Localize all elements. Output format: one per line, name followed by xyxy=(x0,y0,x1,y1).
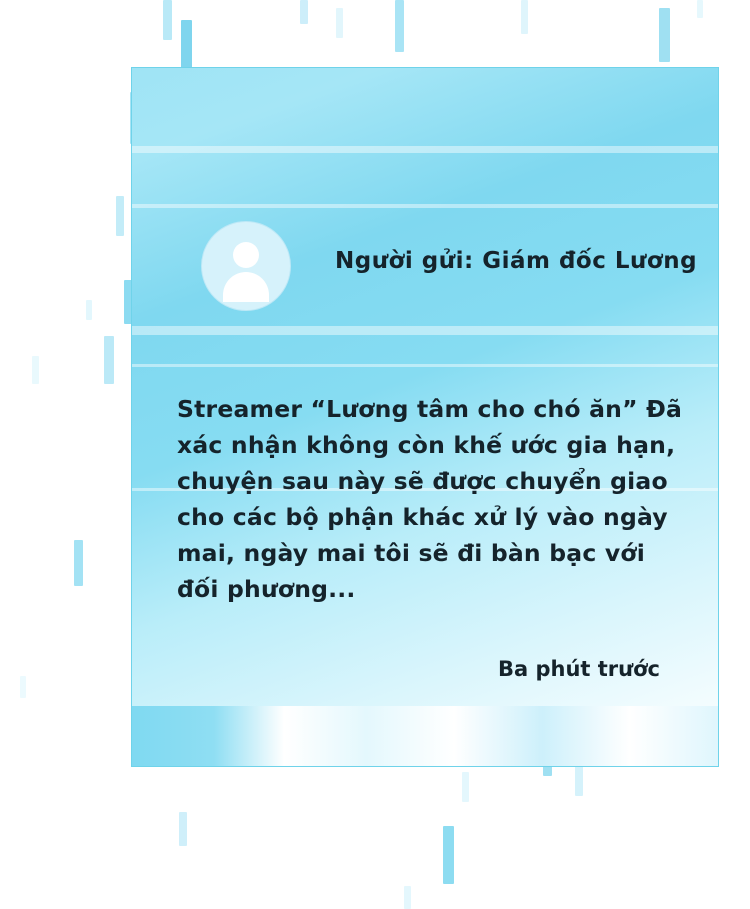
glitch-bar xyxy=(179,812,187,846)
glitch-bar xyxy=(462,772,469,802)
message-timestamp: Ba phút trước xyxy=(498,657,660,681)
avatar-head-shape xyxy=(233,242,259,268)
glitch-bar xyxy=(163,0,172,40)
glitch-bar xyxy=(521,0,528,34)
glitch-bar xyxy=(20,676,26,698)
glitch-bar xyxy=(86,300,92,320)
glitch-bar xyxy=(697,0,703,18)
message-card xyxy=(131,67,719,767)
card-streak xyxy=(132,146,718,153)
glitch-bar xyxy=(404,886,411,909)
avatar-body-shape xyxy=(223,272,269,302)
glitch-bar xyxy=(395,0,404,52)
card-bottom-band xyxy=(132,706,718,766)
glitch-bar xyxy=(74,540,83,586)
sender-row xyxy=(132,208,718,338)
glitch-bar xyxy=(443,826,454,884)
glitch-bar xyxy=(659,8,670,62)
glitch-bar xyxy=(116,196,124,236)
glitch-bar xyxy=(32,356,39,384)
sender-label: Người gửi: Giám đốc Lương xyxy=(335,248,698,274)
card-streak xyxy=(132,364,718,367)
glitch-bar xyxy=(336,8,343,38)
message-body-text: Streamer “Lương tâm cho chó ăn” Đã xác nhận không còn khế ước gia hạn, chuyện sau này sẽ được chuyển giao cho các bộ phận khác xử lý vào ngày mai, ngày mai tôi sẽ đi bàn bạc với đối phương... xyxy=(177,395,683,603)
glitch-bar xyxy=(104,336,114,384)
user-avatar-icon xyxy=(201,221,291,311)
glitch-bar xyxy=(300,0,308,24)
card-inner xyxy=(132,68,718,766)
